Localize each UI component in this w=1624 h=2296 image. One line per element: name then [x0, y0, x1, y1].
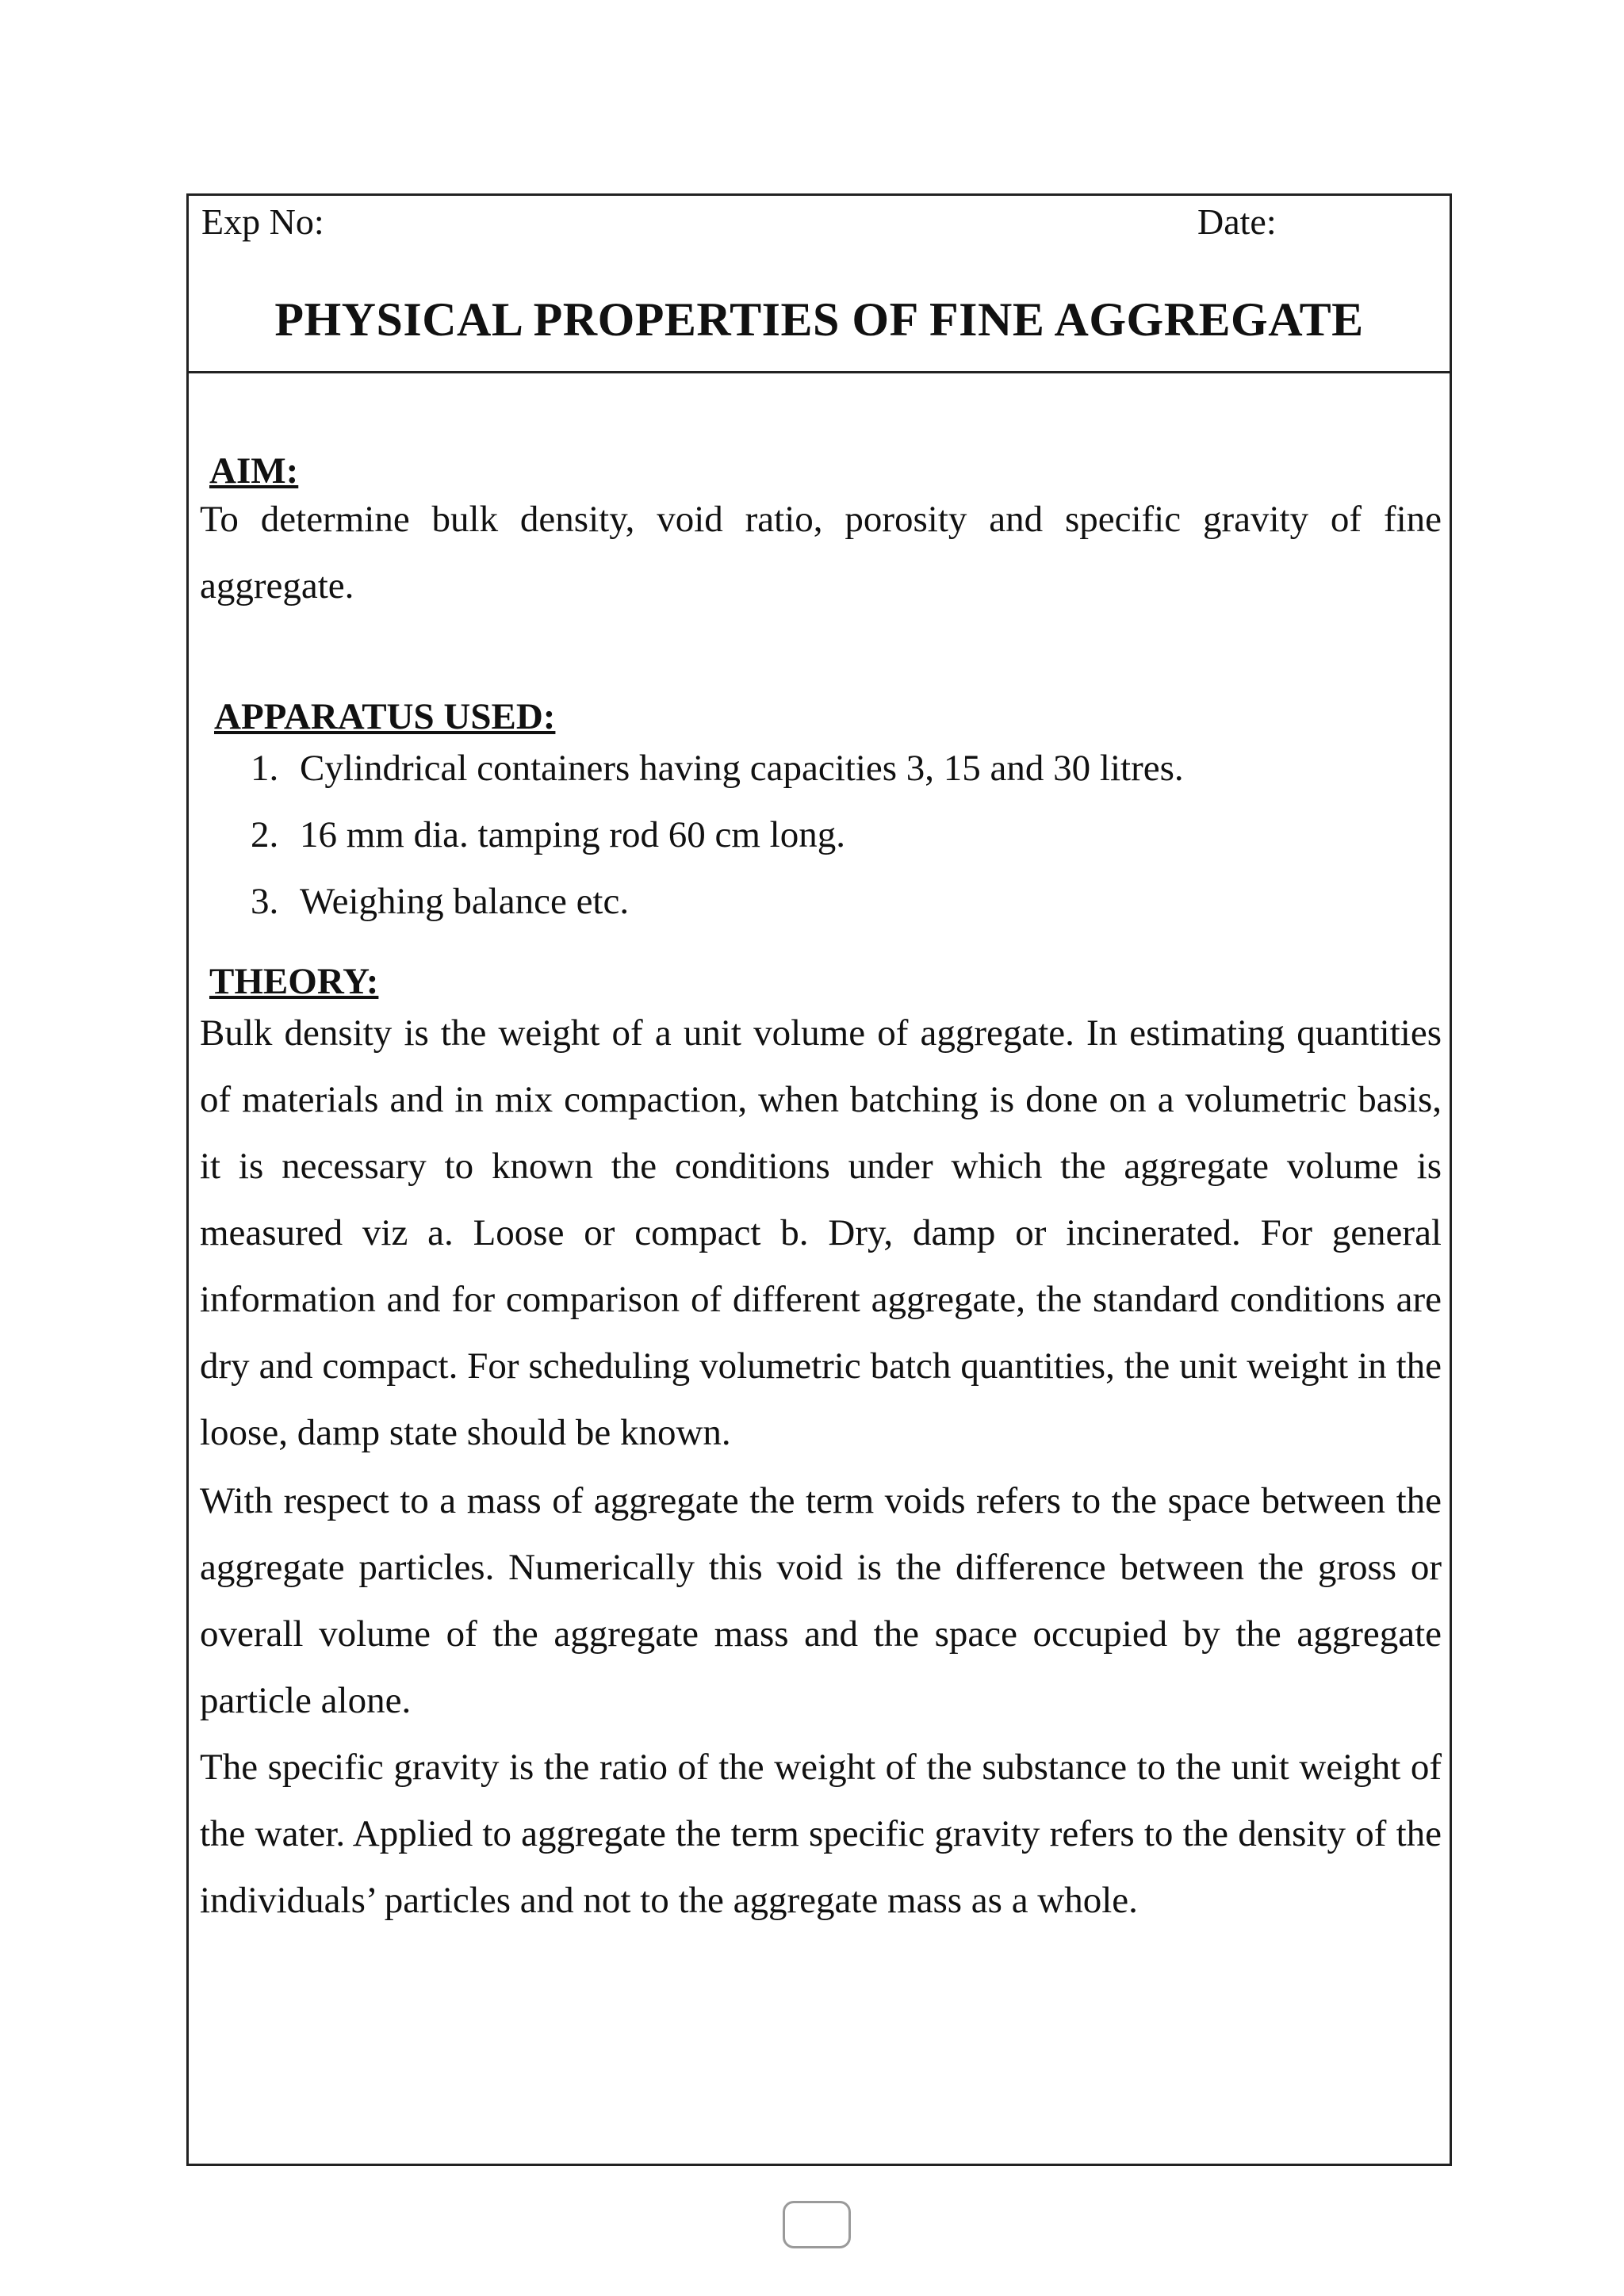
apparatus-item-number: 3.	[251, 881, 279, 922]
date-label: Date:	[1197, 201, 1277, 242]
apparatus-item	[251, 868, 1184, 935]
apparatus-heading: APPARATUS USED:	[214, 696, 556, 737]
apparatus-item	[251, 802, 1184, 868]
apparatus-item-number: 2.	[251, 814, 279, 855]
aim-text: To determine bulk density, void ratio, porosity and specific gravity of fine aggregate.	[200, 499, 1442, 607]
apparatus-item-number: 1.	[251, 748, 279, 789]
apparatus-item-text: Cylindrical containers having capacities 3, 15 and 30 litres.	[300, 748, 1184, 789]
document-frame	[186, 193, 1452, 2166]
aim-heading: AIM:	[209, 450, 299, 492]
theory-paragraph-1: Bulk density is the weight of a unit volume of aggregate. In estimating quantities of materials and in mix compaction, when batching is done on a volumetric basis, it is necessary to known the conditions under which the aggregate volume is measured viz a. Loose or compact b. Dry, damp or incinerated. For general information and for comparison of different aggregate, the standard conditions are dry and compact. For scheduling volumetric batch quantities, the unit weight in the loose, damp state should be known.	[200, 1012, 1442, 1453]
page-number-box	[783, 2201, 851, 2248]
theory-paragraph-2: With respect to a mass of aggregate the term voids refers to the space between the aggregate particles. Numerically this void is the difference between the gross or overall volume of the aggregate mass and the space occupied by the aggregate particle alone.	[200, 1480, 1442, 1721]
exp-no-label: Exp No:	[201, 201, 324, 242]
theory-paragraph-3: The specific gravity is the ratio of the weight of the substance to the unit weight of the water. Applied to aggregate the term specific gravity refers to the density of the individuals’ particles and not to the aggregate mass as a whole.	[200, 1747, 1442, 1921]
apparatus-item-text: Weighing balance etc.	[300, 881, 630, 922]
apparatus-item-text: 16 mm dia. tamping rod 60 cm long.	[300, 814, 845, 855]
apparatus-item	[251, 735, 1184, 802]
header-section	[189, 196, 1450, 373]
apparatus-list	[251, 735, 1184, 935]
theory-heading: THEORY:	[209, 961, 379, 1002]
page-title: PHYSICAL PROPERTIES OF FINE AGGREGATE	[274, 293, 1364, 346]
